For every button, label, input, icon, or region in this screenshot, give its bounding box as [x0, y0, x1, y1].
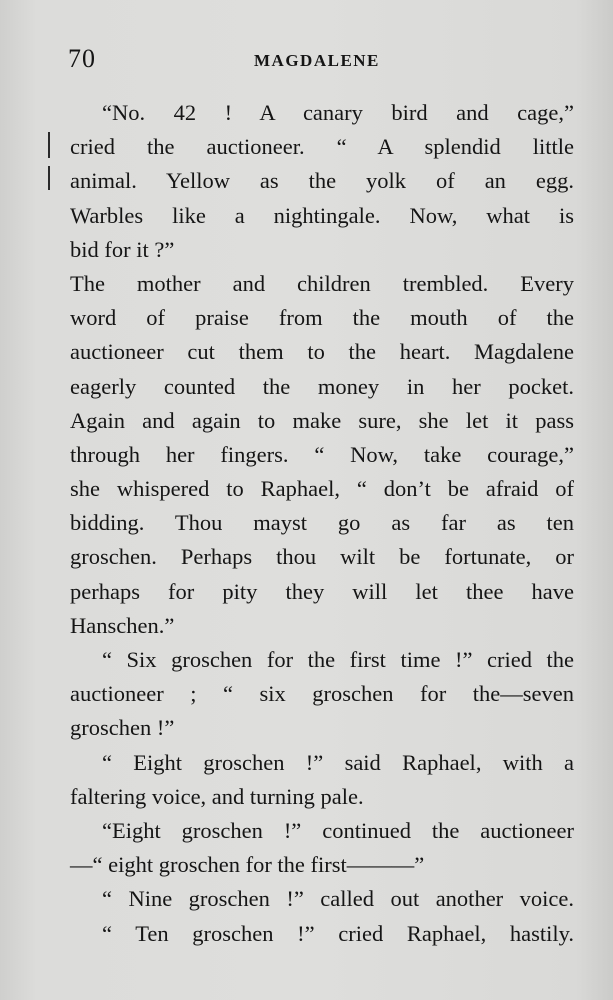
paragraph — [70, 882, 574, 916]
text-line: through her fingers. “ Now, take courage,” — [70, 441, 574, 467]
text-line: “Eight groschen !” continued the auctioneer — [102, 817, 574, 843]
text-line: she whispered to Raphael, “ don’t be afraid of — [70, 476, 574, 502]
text-line: auctioneer ; “ six groschen for the—seven — [70, 681, 574, 707]
text-line: “ Nine groschen !” called out another voice. — [102, 886, 574, 912]
text-line: eagerly counted the money in her pocket. — [70, 373, 574, 399]
text-line: “ Ten groschen !” cried Raphael, hastily. — [102, 920, 574, 946]
paragraph — [70, 814, 574, 882]
paragraph — [70, 643, 574, 746]
paragraph — [70, 96, 574, 267]
text-line: Warbles like a nightingale. Now, what is — [70, 202, 574, 228]
text-line: faltering voice, and turning pale. — [70, 783, 364, 809]
text-line: bidding. Thou mayst go as far as ten — [70, 510, 574, 536]
paragraph — [70, 917, 574, 951]
text-line: groschen !” — [70, 715, 175, 741]
text-line: auctioneer cut them to the heart. Magdalene — [70, 339, 574, 365]
text-line: Again and again to make sure, she let it pass — [70, 407, 574, 433]
page-number: 70 — [68, 44, 96, 73]
body-text — [70, 96, 574, 951]
text-line: “No. 42 ! A canary bird and cage,” — [102, 100, 574, 125]
margin-mark — [48, 132, 50, 158]
text-line: —“ eight groschen for the first———” — [70, 852, 425, 878]
paragraph — [70, 267, 574, 643]
text-line: cried the auctioneer. “ A splendid little — [70, 134, 574, 160]
text-line: “ Eight groschen !” said Raphael, with a — [102, 749, 574, 775]
text-line: word of praise from the mouth of the — [70, 305, 574, 331]
text-line: bid for it ?” — [70, 236, 175, 262]
text-line: “ Six groschen for the first time !” cried the — [102, 647, 574, 672]
margin-mark — [48, 166, 50, 190]
paragraph — [70, 746, 574, 814]
text-line: Hanschen.” — [70, 612, 175, 638]
running-title: MAGDALENE — [254, 51, 380, 70]
page-header — [68, 44, 578, 80]
text-line: animal. Yellow as the yolk of an egg. — [70, 168, 574, 194]
text-line: The mother and children trembled. Every — [70, 270, 574, 296]
text-line: perhaps for pity they will let thee have — [70, 578, 574, 604]
text-line: groschen. Perhaps thou wilt be fortunate, or — [70, 544, 574, 570]
